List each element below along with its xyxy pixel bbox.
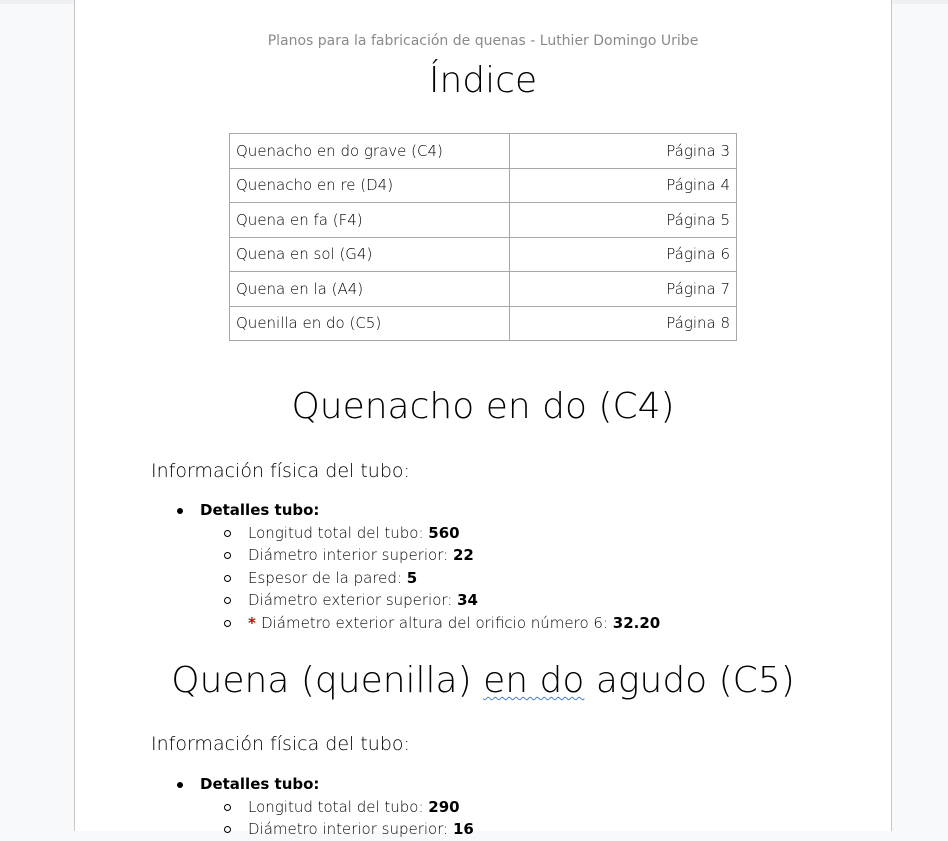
- section-subhead: Información física del tubo:: [151, 460, 410, 482]
- table-row: [230, 134, 737, 169]
- section-heading-quenacho-c4: Quenacho en do (C4): [291, 386, 675, 427]
- bullet-icon: [177, 508, 183, 514]
- detail-label: Longitud total del tubo:: [248, 523, 429, 542]
- sub-bullet-icon: [224, 552, 231, 559]
- toc-entry-page: Página 3: [510, 134, 737, 169]
- table-row: [230, 203, 737, 238]
- detail-label: Diámetro interior superior:: [248, 546, 453, 564]
- detail-label: Diámetro interior superior:: [248, 820, 453, 838]
- section-subhead: Información física del tubo:: [151, 733, 410, 755]
- sub-bullet-icon: [224, 620, 231, 627]
- page-header: Planos para la fabricación de quenas - Luthier Domingo Uribe: [267, 33, 699, 49]
- toc-entry-page: Página 6: [510, 237, 737, 272]
- toc-entry-name: Quena en fa (F4): [230, 203, 510, 238]
- section-heading-quenilla-c5: [75, 660, 891, 701]
- list-item: [176, 567, 660, 590]
- sub-bullet-icon: [224, 575, 231, 582]
- table-of-contents: [229, 133, 737, 341]
- toc-entry-page: Página 8: [510, 306, 737, 341]
- detail-label: Diámetro exterior superior:: [248, 591, 458, 609]
- bullet-icon: [177, 782, 183, 788]
- detail-label: Diámetro exterior altura del orificio número 6:: [261, 613, 613, 632]
- detail-value: 5: [406, 568, 418, 587]
- detail-value: 290: [428, 797, 460, 816]
- toc-entry-name: Quena en sol (G4): [230, 237, 510, 272]
- toc-entry-name: Quenilla en do (C5): [230, 306, 510, 341]
- heading-part: agudo (C5): [584, 660, 795, 701]
- detail-value: 16: [452, 820, 474, 838]
- detail-label: Longitud total del tubo:: [248, 797, 429, 816]
- detail-label: Espesor de la pared:: [248, 568, 407, 587]
- list-item: [176, 589, 660, 612]
- index-heading: Índice: [428, 60, 538, 101]
- list-item: [176, 796, 474, 819]
- toc-entry-page: Página 7: [510, 272, 737, 307]
- toc-entry-page: Página 4: [510, 168, 737, 203]
- sub-bullet-icon: [224, 826, 231, 833]
- list-item: [176, 499, 660, 522]
- detail-value: 32.20: [612, 613, 661, 632]
- asterisk-marker: *: [248, 613, 262, 632]
- toc-entry-name: Quenacho en do grave (C4): [230, 134, 510, 169]
- detail-value: 22: [452, 546, 474, 564]
- sub-bullet-icon: [224, 804, 231, 811]
- table-row: [230, 237, 737, 272]
- list-item: [176, 818, 474, 841]
- detail-value: 560: [428, 523, 460, 542]
- table-row: [230, 168, 737, 203]
- tube-details-list: [176, 499, 660, 634]
- spellcheck-underlined-text[interactable]: en do: [483, 660, 585, 701]
- toc-entry-page: Página 5: [510, 203, 737, 238]
- details-label: Detalles tubo:: [200, 501, 320, 519]
- heading-part: Quena (quenilla): [171, 660, 484, 701]
- sub-bullet-icon: [224, 530, 231, 537]
- table-row: [230, 306, 737, 341]
- toc-entry-name: Quenacho en re (D4): [230, 168, 510, 203]
- details-label: Detalles tubo:: [200, 775, 320, 793]
- list-item: [176, 773, 474, 796]
- document-page[interactable]: [74, 0, 892, 838]
- toc-entry-name: Quena en la (A4): [230, 272, 510, 307]
- list-item: [176, 522, 660, 545]
- list-item: [176, 612, 660, 635]
- detail-value: 34: [457, 591, 478, 609]
- list-item: [176, 544, 660, 567]
- tube-details-list: [176, 773, 474, 841]
- table-row: [230, 272, 737, 307]
- sub-bullet-icon: [224, 597, 231, 604]
